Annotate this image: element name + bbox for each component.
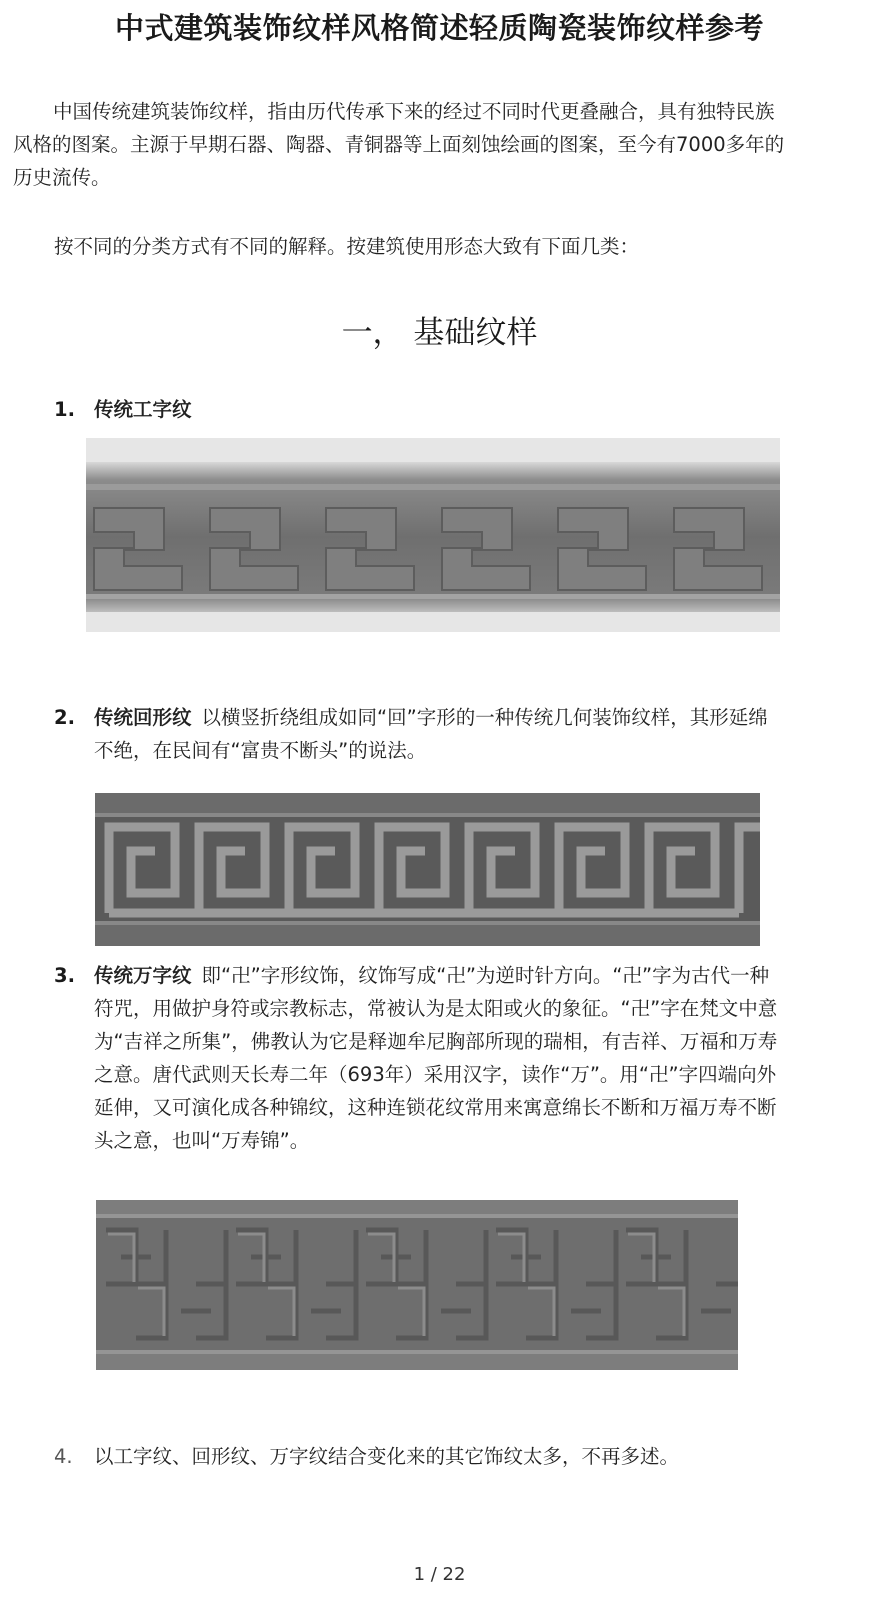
- item-2-name: 传统回形纹: [94, 706, 192, 729]
- gongzi-pattern-image: [86, 438, 780, 632]
- item-3-text: 即“卍”字形纹饰，纹饰写成“卍”为逆时针方向。“卍”字为古代一种符咒，用做护身符或宗教标志，常被认为是太阳或火的象征。“卍”字在梵文中意为“吉祥之所集”，佛教认为它是释迦牟尼胸部所现的瑞相，有吉祥、万福和万寿之意。唐代武则天长寿二年（693年）采用汉字，读作“万”。用“卍”字四端向外延伸，又可演化成各种锦纹，这种连锁花纹常用来寓意绵长不断和万福万寿不断头之意，也叫“万寿锦”。: [94, 964, 778, 1152]
- item-2-number: 2.: [54, 706, 75, 729]
- wanzi-pattern-image: [96, 1200, 738, 1370]
- item-2-text: 以横竖折绕组成如同“回”字形的一种传统几何装饰纹样，其形延绵不绝，在民间有“富贵不断头”的说法。: [94, 706, 768, 762]
- item-1-body: [94, 393, 784, 426]
- huixing-pattern-image: [95, 793, 760, 946]
- item-4-number: 4.: [54, 1445, 73, 1468]
- item-3-name: 传统万字纹: [94, 964, 192, 987]
- page-indicator: 1 / 22: [413, 1564, 466, 1585]
- item-3-body: [94, 959, 784, 1157]
- item-3-number: 3.: [54, 964, 75, 987]
- item-1-number: 1.: [54, 398, 75, 421]
- classification-paragraph: 按不同的分类方式有不同的解释。按建筑使用形态大致有下面几类：: [54, 235, 640, 258]
- section-heading: 一， 基础纹样: [341, 315, 538, 351]
- item-4-body: 以工字纹、回形纹、万字纹结合变化来的其它饰纹太多，不再多述。: [94, 1445, 680, 1468]
- document-title: 中式建筑装饰纹样风格简述轻质陶瓷装饰纹样参考: [114, 11, 764, 45]
- item-1-name: 传统工字纹: [94, 398, 192, 421]
- item-2-body: [94, 701, 784, 767]
- intro-paragraph: 中国传统建筑装饰纹样，指由历代传承下来的经过不同时代更叠融合，具有独特民族风格的图案。主源于早期石器、陶器、青铜器等上面刻蚀绘画的图案，至今有7000多年的历史流传。: [13, 100, 785, 189]
